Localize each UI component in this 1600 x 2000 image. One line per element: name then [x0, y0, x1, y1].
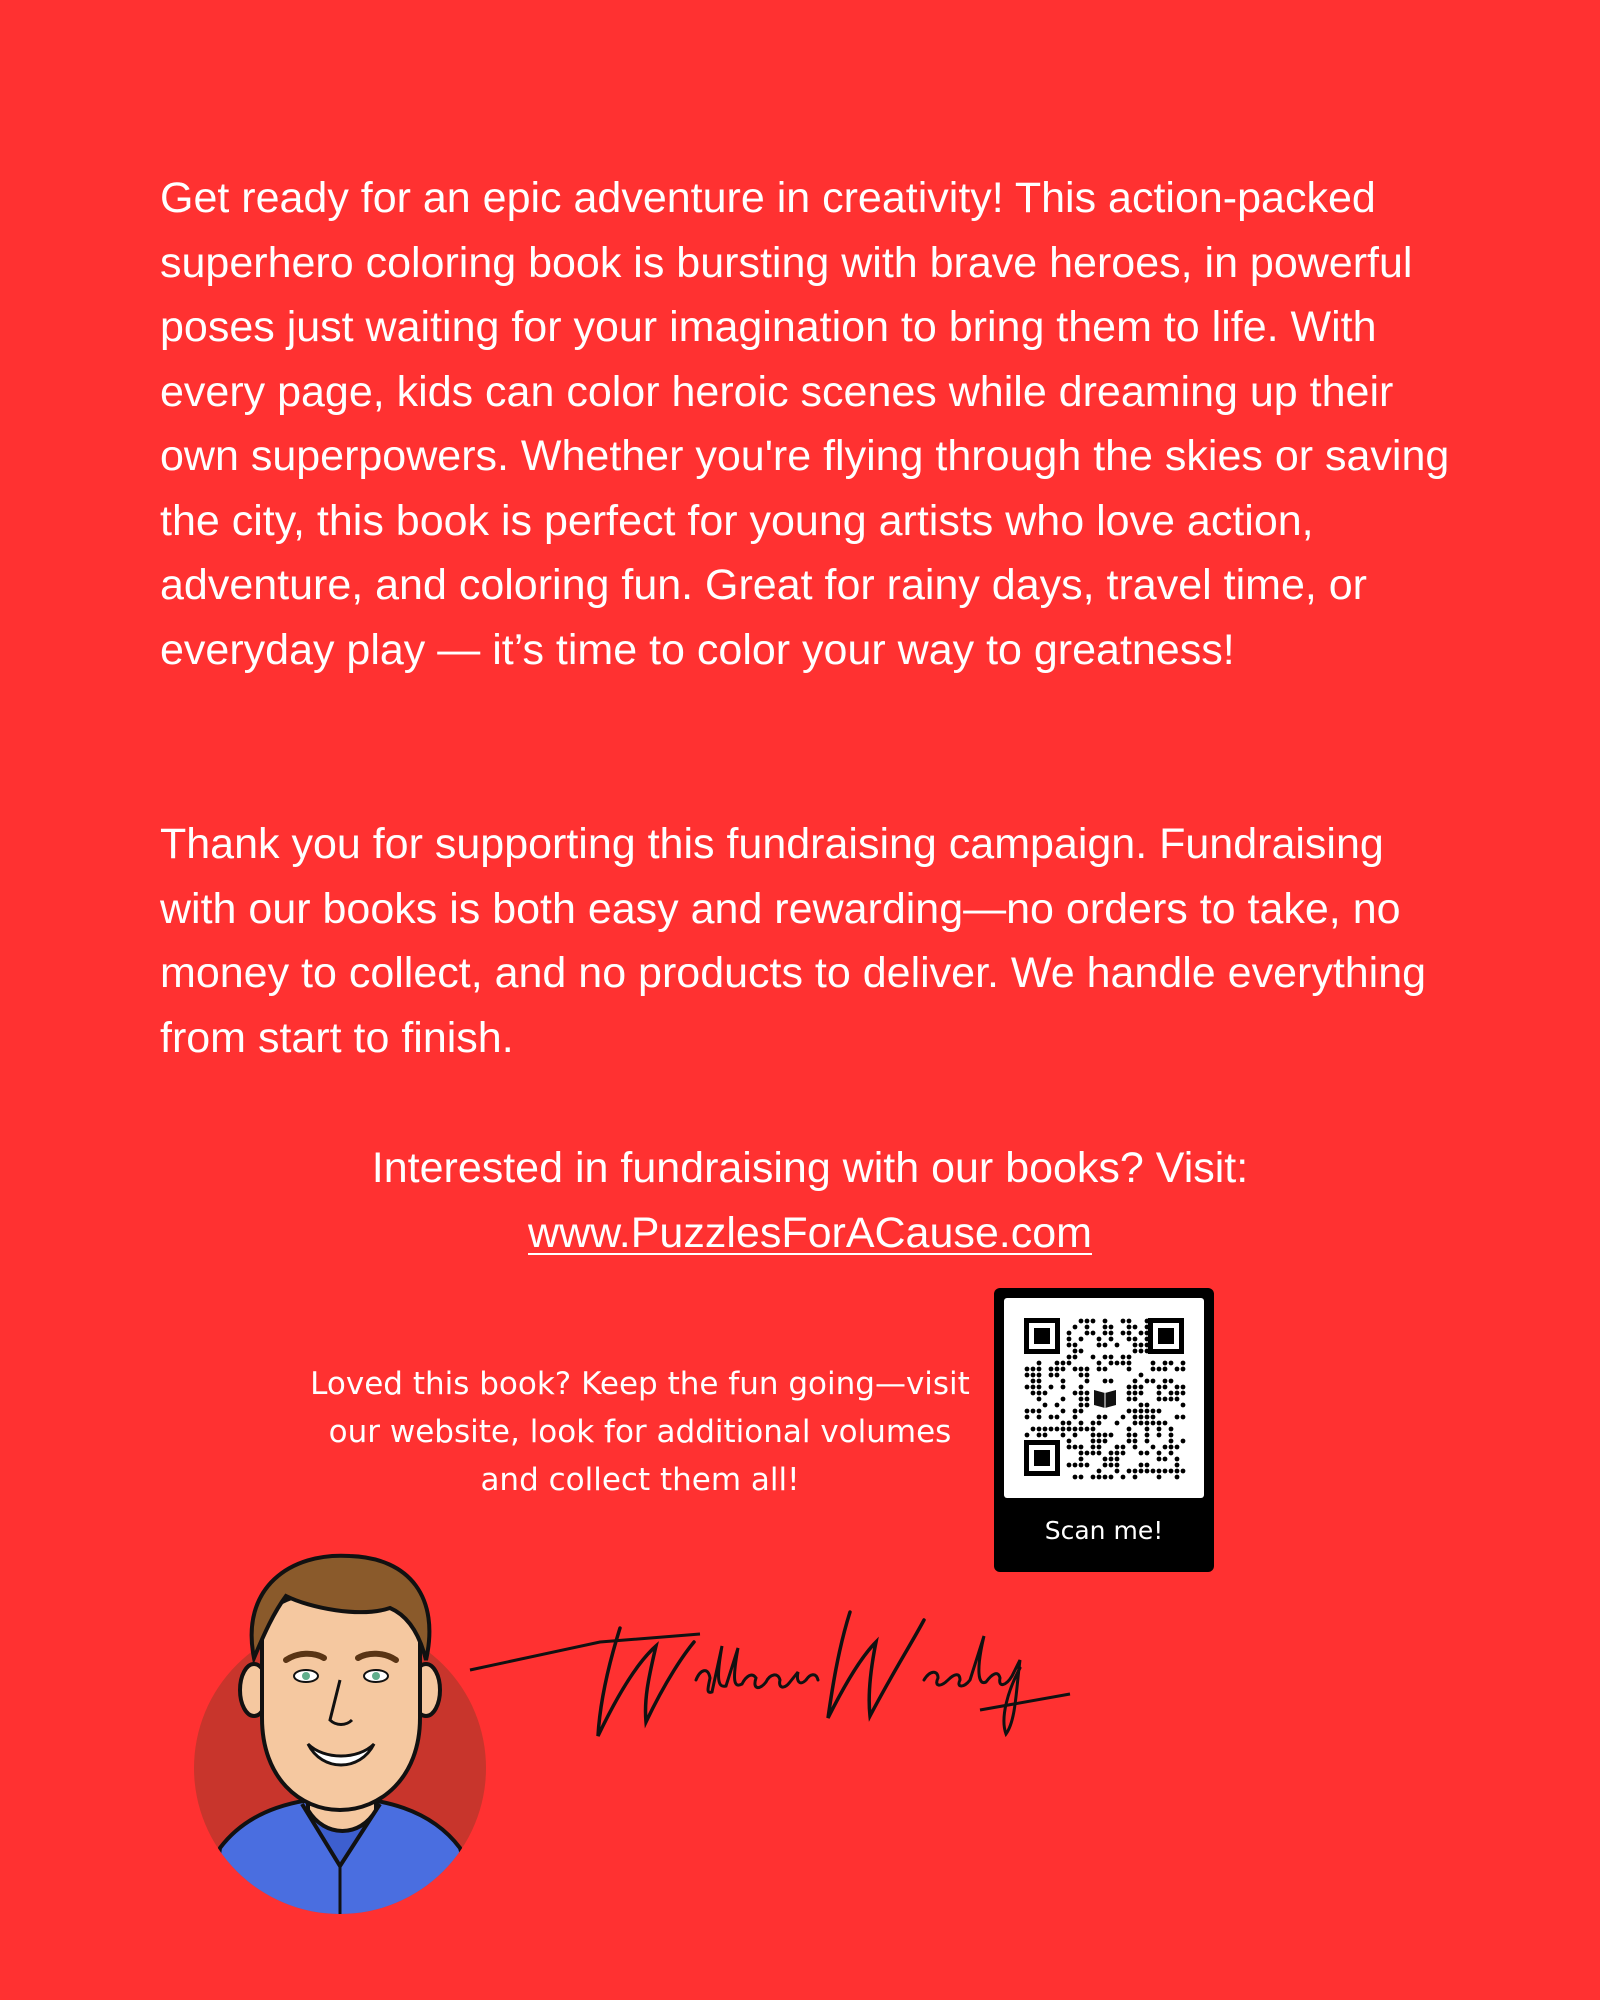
qr-module	[1157, 1409, 1162, 1414]
qr-module	[1067, 1355, 1072, 1360]
qr-module	[1139, 1403, 1144, 1408]
qr-module	[1067, 1427, 1072, 1432]
qr-module	[1139, 1391, 1144, 1396]
qr-module	[1097, 1337, 1102, 1342]
qr-module	[1139, 1421, 1144, 1426]
qr-module	[1163, 1421, 1168, 1426]
qr-module	[1031, 1367, 1036, 1372]
qr-module	[1073, 1433, 1078, 1438]
qr-module	[1151, 1469, 1156, 1474]
qr-module	[1163, 1385, 1168, 1390]
qr-module	[1049, 1373, 1054, 1378]
qr-module	[1091, 1451, 1096, 1456]
qr-module	[1133, 1439, 1138, 1444]
qr-module	[1067, 1421, 1072, 1426]
qr-module	[1157, 1421, 1162, 1426]
qr-module	[1121, 1361, 1126, 1366]
qr-module	[1127, 1469, 1132, 1474]
qr-module	[1085, 1427, 1090, 1432]
qr-module	[1163, 1367, 1168, 1372]
qr-module	[1049, 1385, 1054, 1390]
qr-module	[1133, 1433, 1138, 1438]
qr-module	[1145, 1439, 1150, 1444]
qr-module	[1031, 1385, 1036, 1390]
qr-module	[1181, 1385, 1186, 1390]
qr-module	[1121, 1319, 1126, 1324]
qr-module	[1091, 1439, 1096, 1444]
qr-module	[1175, 1463, 1180, 1468]
qr-module	[1091, 1331, 1096, 1336]
qr-module	[1031, 1427, 1036, 1432]
qr-module	[1151, 1421, 1156, 1426]
qr-module	[1139, 1409, 1144, 1414]
qr-module	[1073, 1325, 1078, 1330]
qr-module	[1133, 1349, 1138, 1354]
qr-module	[1145, 1331, 1150, 1336]
qr-module	[1037, 1397, 1042, 1402]
qr-module	[1127, 1361, 1132, 1366]
qr-module	[1157, 1367, 1162, 1372]
qr-module	[1055, 1427, 1060, 1432]
qr-module	[1169, 1391, 1174, 1396]
qr-module	[1079, 1397, 1084, 1402]
promo-text: Loved this book? Keep the fun going—visit our website, look for additional volumes and collect them all!	[310, 1366, 970, 1498]
qr-module	[1163, 1457, 1168, 1462]
qr-module	[1097, 1367, 1102, 1372]
qr-module	[1163, 1379, 1168, 1384]
qr-module	[1043, 1427, 1048, 1432]
qr-module	[1037, 1379, 1042, 1384]
qr-module	[1127, 1331, 1132, 1336]
qr-module	[1061, 1433, 1066, 1438]
qr-module	[1079, 1403, 1084, 1408]
qr-module	[1079, 1451, 1084, 1456]
qr-module	[1097, 1469, 1102, 1474]
qr-module	[1109, 1379, 1114, 1384]
qr-module	[1031, 1409, 1036, 1414]
qr-module	[1163, 1469, 1168, 1474]
qr-module	[1175, 1397, 1180, 1402]
qr-module	[1133, 1379, 1138, 1384]
qr-module	[1139, 1349, 1144, 1354]
qr-module	[1103, 1433, 1108, 1438]
qr-module	[1133, 1409, 1138, 1414]
qr-module	[1037, 1433, 1042, 1438]
qr-module	[1127, 1391, 1132, 1396]
qr-module	[1097, 1433, 1102, 1438]
qr-module	[1049, 1427, 1054, 1432]
qr-module	[1037, 1367, 1042, 1372]
qr-module	[1127, 1367, 1132, 1372]
qr-module	[1133, 1445, 1138, 1450]
qr-module	[1061, 1385, 1066, 1390]
qr-module	[1031, 1373, 1036, 1378]
qr-module	[1121, 1355, 1126, 1360]
qr-module	[1169, 1433, 1174, 1438]
qr-module	[1097, 1361, 1102, 1366]
qr-module	[1079, 1367, 1084, 1372]
qr-module	[1025, 1433, 1030, 1438]
qr-module	[1061, 1367, 1066, 1372]
qr-module	[1169, 1439, 1174, 1444]
qr-module	[1109, 1325, 1114, 1330]
qr-module	[1073, 1415, 1078, 1420]
qr-module	[1103, 1379, 1108, 1384]
qr-module	[1163, 1361, 1168, 1366]
qr-module	[1145, 1463, 1150, 1468]
qr-module	[1061, 1361, 1066, 1366]
qr-module	[1151, 1415, 1156, 1420]
qr-module	[1061, 1397, 1066, 1402]
qr-module	[1157, 1433, 1162, 1438]
qr-module	[1139, 1373, 1144, 1378]
qr-module	[1079, 1385, 1084, 1390]
qr-module	[1079, 1427, 1084, 1432]
qr-module	[1097, 1451, 1102, 1456]
qr-module	[1127, 1409, 1132, 1414]
qr-module	[1085, 1463, 1090, 1468]
qr-module	[1157, 1475, 1162, 1480]
qr-module	[1109, 1451, 1114, 1456]
qr-module	[1085, 1367, 1090, 1372]
qr-module	[1073, 1355, 1078, 1360]
qr-module	[1139, 1385, 1144, 1390]
qr-module	[1037, 1385, 1042, 1390]
qr-module	[1127, 1337, 1132, 1342]
qr-module	[1127, 1397, 1132, 1402]
qr-module	[1157, 1451, 1162, 1456]
qr-module	[1169, 1451, 1174, 1456]
cta-text: Interested in fundraising with our books? Visit:	[371, 1144, 1249, 1192]
qr-module	[1145, 1421, 1150, 1426]
qr-module	[1025, 1415, 1030, 1420]
qr-module	[1127, 1319, 1132, 1324]
qr-module	[1085, 1451, 1090, 1456]
qr-module	[1109, 1331, 1114, 1336]
qr-module	[1175, 1469, 1180, 1474]
qr-module	[1115, 1457, 1120, 1462]
qr-module	[1079, 1421, 1084, 1426]
qr-module	[1133, 1475, 1138, 1480]
qr-module	[1097, 1343, 1102, 1348]
qr-module	[1079, 1475, 1084, 1480]
qr-module	[1145, 1469, 1150, 1474]
qr-module	[1133, 1397, 1138, 1402]
qr-module	[1073, 1391, 1078, 1396]
qr-module	[1067, 1343, 1072, 1348]
qr-module	[1133, 1469, 1138, 1474]
qr-module	[1025, 1409, 1030, 1414]
qr-module	[1079, 1319, 1084, 1324]
qr-module	[1043, 1403, 1048, 1408]
qr-module	[1055, 1373, 1060, 1378]
qr-module	[1127, 1427, 1132, 1432]
qr-module	[1073, 1475, 1078, 1480]
qr-module	[1181, 1391, 1186, 1396]
qr-module	[1151, 1367, 1156, 1372]
qr-module	[1169, 1397, 1174, 1402]
qr-module	[1115, 1445, 1120, 1450]
qr-module	[1121, 1445, 1126, 1450]
qr-module	[1043, 1433, 1048, 1438]
qr-module	[1049, 1367, 1054, 1372]
qr-module	[1067, 1445, 1072, 1450]
qr-module	[1103, 1343, 1108, 1348]
qr-module	[1073, 1367, 1078, 1372]
qr-module	[1073, 1463, 1078, 1468]
qr-module	[1055, 1403, 1060, 1408]
qr-module	[1169, 1427, 1174, 1432]
qr-module	[1139, 1469, 1144, 1474]
qr-module	[1103, 1325, 1108, 1330]
qr-module	[1169, 1361, 1174, 1366]
qr-module	[1145, 1433, 1150, 1438]
qr-module	[1175, 1415, 1180, 1420]
qr-module	[1103, 1355, 1108, 1360]
qr-module	[1181, 1439, 1186, 1444]
qr-module	[1127, 1325, 1132, 1330]
qr-module	[1151, 1445, 1156, 1450]
qr-module	[1079, 1457, 1084, 1462]
description-paragraph: Get ready for an epic adventure in creativity! This action-packed superhero coloring book is bursting with brave heroes, in powerful poses just waiting for your imagination to bring them to life. With every page, kids can color heroic scenes while dreaming up their own superpowers. Whether you're flying through the skies or saving the city, this book is perfect for young artists who love action, adventure, and coloring fun. Great for rainy days, travel time, or everyday play — it’s time to color your way to greatness!	[160, 174, 1450, 674]
qr-module	[1109, 1337, 1114, 1342]
qr-module	[1067, 1463, 1072, 1468]
qr-module	[1139, 1463, 1144, 1468]
qr-module	[1085, 1397, 1090, 1402]
author-avatar	[190, 1548, 500, 1918]
qr-module	[1091, 1355, 1096, 1360]
qr-module	[1055, 1361, 1060, 1366]
qr-module	[1115, 1451, 1120, 1456]
qr-module	[1145, 1409, 1150, 1414]
qr-module	[1085, 1403, 1090, 1408]
qr-module	[1151, 1409, 1156, 1414]
qr-module	[1085, 1319, 1090, 1324]
qr-module	[1085, 1379, 1090, 1384]
qr-module	[1175, 1391, 1180, 1396]
qr-module	[1025, 1367, 1030, 1372]
qr-module	[1073, 1343, 1078, 1348]
qr-module	[1079, 1373, 1084, 1378]
qr-module	[1175, 1385, 1180, 1390]
qr-module	[1073, 1445, 1078, 1450]
qr-module	[1139, 1451, 1144, 1456]
qr-module	[1085, 1391, 1090, 1396]
qr-module	[1025, 1385, 1030, 1390]
qr-module	[1061, 1421, 1066, 1426]
qr-module	[1127, 1355, 1132, 1360]
qr-module	[1151, 1379, 1156, 1384]
qr-module	[1145, 1403, 1150, 1408]
qr-module	[1157, 1385, 1162, 1390]
qr-module	[1079, 1445, 1084, 1450]
qr-module	[1079, 1463, 1084, 1468]
qr-module	[1049, 1415, 1054, 1420]
qr-module	[1133, 1337, 1138, 1342]
qr-module	[1121, 1331, 1126, 1336]
qr-module	[1181, 1469, 1186, 1474]
qr-module	[1085, 1325, 1090, 1330]
qr-module	[1091, 1427, 1096, 1432]
qr-module	[1091, 1445, 1096, 1450]
qr-module	[1079, 1391, 1084, 1396]
qr-module	[1103, 1367, 1108, 1372]
author-signature	[460, 1550, 1080, 1750]
qr-module	[1145, 1451, 1150, 1456]
qr-module	[1145, 1415, 1150, 1420]
qr-module	[1097, 1445, 1102, 1450]
qr-module	[1133, 1385, 1138, 1390]
qr-module	[1181, 1361, 1186, 1366]
qr-module	[1073, 1409, 1078, 1414]
qr-module	[1115, 1361, 1120, 1366]
qr-module	[1109, 1475, 1114, 1480]
qr-module	[1109, 1355, 1114, 1360]
qr-module	[1097, 1415, 1102, 1420]
qr-module	[1097, 1475, 1102, 1480]
website-link[interactable]: www.PuzzlesForACause.com	[528, 1208, 1092, 1257]
qr-module	[1037, 1415, 1042, 1420]
qr-module	[1115, 1421, 1120, 1426]
qr-module	[1163, 1397, 1168, 1402]
qr-module	[1109, 1361, 1114, 1366]
qr-module	[1157, 1427, 1162, 1432]
qr-module	[1133, 1391, 1138, 1396]
qr-module	[1103, 1463, 1108, 1468]
scan-caption: Scan me!	[1044, 1516, 1164, 1545]
qr-module	[1145, 1343, 1150, 1348]
qr-module	[1121, 1475, 1126, 1480]
qr-module	[1109, 1463, 1114, 1468]
qr-module	[1055, 1415, 1060, 1420]
qr-module	[1061, 1409, 1066, 1414]
qr-module	[1037, 1373, 1042, 1378]
qr-module	[1139, 1343, 1144, 1348]
qr-module	[1067, 1337, 1072, 1342]
qr-module	[1139, 1415, 1144, 1420]
qr-module	[1103, 1415, 1108, 1420]
qr-module	[1109, 1457, 1114, 1462]
qr-module	[1061, 1427, 1066, 1432]
qr-module	[1175, 1445, 1180, 1450]
qr-module	[1127, 1433, 1132, 1438]
qr-module	[1061, 1379, 1066, 1384]
qr-module	[1073, 1427, 1078, 1432]
qr-code-icon	[1004, 1298, 1204, 1498]
qr-module	[1091, 1433, 1096, 1438]
qr-module	[1169, 1379, 1174, 1384]
qr-module	[1121, 1415, 1126, 1420]
qr-module	[1073, 1349, 1078, 1354]
qr-module	[1091, 1319, 1096, 1324]
qr-module	[1115, 1469, 1120, 1474]
qr-module	[1037, 1427, 1042, 1432]
fundraising-paragraph: Thank you for supporting this fundraising campaign. Fundraising with our books is both easy and rewarding—no orders to take, no money to collect, and no products to deliver. We handle everything from start to finish.	[160, 820, 1427, 1062]
qr-module	[1079, 1409, 1084, 1414]
qr-module	[1121, 1451, 1126, 1456]
qr-module	[1157, 1469, 1162, 1474]
qr-module	[1169, 1445, 1174, 1450]
qr-module	[1139, 1331, 1144, 1336]
qr-module	[1151, 1361, 1156, 1366]
cta-block	[0, 1136, 1600, 1265]
qr-module	[1055, 1367, 1060, 1372]
qr-module	[1091, 1421, 1096, 1426]
qr-module	[1037, 1391, 1042, 1396]
qr-module	[1175, 1457, 1180, 1462]
qr-module	[1145, 1349, 1150, 1354]
qr-module	[1103, 1457, 1108, 1462]
qr-module	[1067, 1361, 1072, 1366]
qr-module	[1079, 1337, 1084, 1342]
qr-module	[1103, 1331, 1108, 1336]
qr-module	[1031, 1379, 1036, 1384]
qr-module	[1085, 1331, 1090, 1336]
qr-module	[1037, 1361, 1042, 1366]
qr-module	[1079, 1349, 1084, 1354]
qr-code-card[interactable]	[994, 1288, 1214, 1572]
qr-module	[1103, 1475, 1108, 1480]
qr-module	[1133, 1325, 1138, 1330]
qr-module	[1109, 1433, 1114, 1438]
qr-code	[1004, 1298, 1204, 1498]
qr-module	[1157, 1397, 1162, 1402]
qr-module	[1037, 1409, 1042, 1414]
qr-module	[1043, 1391, 1048, 1396]
qr-module	[1145, 1427, 1150, 1432]
qr-module	[1145, 1337, 1150, 1342]
qr-module	[1085, 1373, 1090, 1378]
qr-module	[1067, 1439, 1072, 1444]
qr-module	[1175, 1475, 1180, 1480]
qr-module	[1181, 1403, 1186, 1408]
qr-module	[1127, 1439, 1132, 1444]
qr-module	[1175, 1367, 1180, 1372]
qr-module	[1145, 1379, 1150, 1384]
qr-module	[1157, 1391, 1162, 1396]
qr-module	[1145, 1325, 1150, 1330]
qr-module	[1091, 1475, 1096, 1480]
qr-module	[1067, 1331, 1072, 1336]
qr-module	[1163, 1445, 1168, 1450]
qr-module	[1145, 1319, 1150, 1324]
qr-module	[1097, 1439, 1102, 1444]
qr-module	[1025, 1373, 1030, 1378]
qr-module	[1133, 1415, 1138, 1420]
qr-module	[1031, 1391, 1036, 1396]
qr-module	[1157, 1457, 1162, 1462]
qr-module	[1103, 1439, 1108, 1444]
qr-module	[1181, 1415, 1186, 1420]
qr-module	[1103, 1319, 1108, 1324]
qr-module	[1097, 1421, 1102, 1426]
qr-module	[1115, 1343, 1120, 1348]
qr-module	[1133, 1343, 1138, 1348]
qr-module	[1133, 1421, 1138, 1426]
qr-module	[1169, 1469, 1174, 1474]
qr-module	[1127, 1385, 1132, 1390]
qr-module	[1115, 1463, 1120, 1468]
qr-module	[1181, 1367, 1186, 1372]
